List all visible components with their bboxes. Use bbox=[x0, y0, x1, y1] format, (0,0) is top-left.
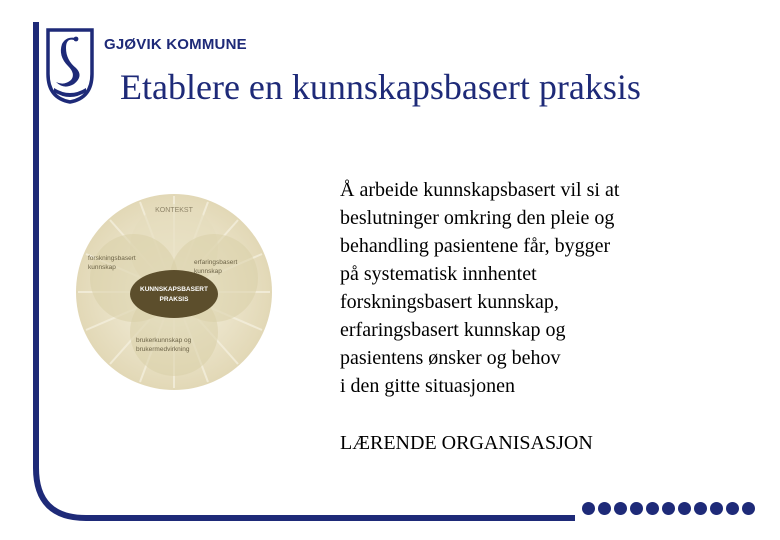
left-label-line-1: forskningsbasert bbox=[88, 255, 136, 262]
context-label: KONTEKST bbox=[155, 207, 193, 214]
center-label-line-2: PRAKSIS bbox=[159, 296, 189, 303]
center-label-line-1: KUNNSKAPSBASERT bbox=[140, 286, 208, 293]
learning-organization-heading: LÆRENDE ORGANISASJON bbox=[340, 432, 593, 454]
body-line: erfaringsbasert kunnskap og bbox=[340, 319, 566, 341]
body-line: pasientens ønsker og behov bbox=[340, 347, 561, 369]
dot-icon bbox=[694, 502, 707, 515]
dot-icon bbox=[646, 502, 659, 515]
body-line: i den gitte situasjonen bbox=[340, 375, 515, 397]
right-label-line-1: erfaringsbasert bbox=[194, 259, 238, 266]
dot-icon bbox=[630, 502, 643, 515]
slide-title: Etablere en kunnskapsbasert praksis bbox=[120, 67, 641, 107]
body-line: behandling pasientene får, bygger bbox=[340, 235, 611, 257]
organization-name: GJØVIK KOMMUNE bbox=[104, 36, 247, 53]
dot-icon bbox=[726, 502, 739, 515]
swan-logo-icon bbox=[44, 28, 96, 104]
dot-icon bbox=[710, 502, 723, 515]
left-label-line-2: kunnskap bbox=[88, 264, 116, 271]
body-line: beslutninger omkring den pleie og bbox=[340, 207, 615, 229]
body-line: Å arbeide kunnskapsbasert vil si at bbox=[340, 179, 620, 201]
dot-icon bbox=[678, 502, 691, 515]
dot-icon bbox=[598, 502, 611, 515]
evidence-based-practice-diagram bbox=[74, 192, 274, 392]
bottom-label-line-2: brukermedvirkning bbox=[136, 346, 190, 353]
center-ellipse bbox=[130, 270, 218, 318]
right-label-line-2: kunnskap bbox=[194, 268, 222, 275]
decorative-dots bbox=[582, 502, 755, 515]
body-text bbox=[340, 176, 740, 400]
dot-icon bbox=[662, 502, 675, 515]
dot-icon bbox=[742, 502, 755, 515]
body-line: forskningsbasert kunnskap, bbox=[340, 291, 559, 313]
dot-icon bbox=[582, 502, 595, 515]
dot-icon bbox=[614, 502, 627, 515]
body-line: på systematisk innhentet bbox=[340, 263, 537, 285]
bottom-label-line-1: brukerkunnskap og bbox=[136, 337, 192, 344]
